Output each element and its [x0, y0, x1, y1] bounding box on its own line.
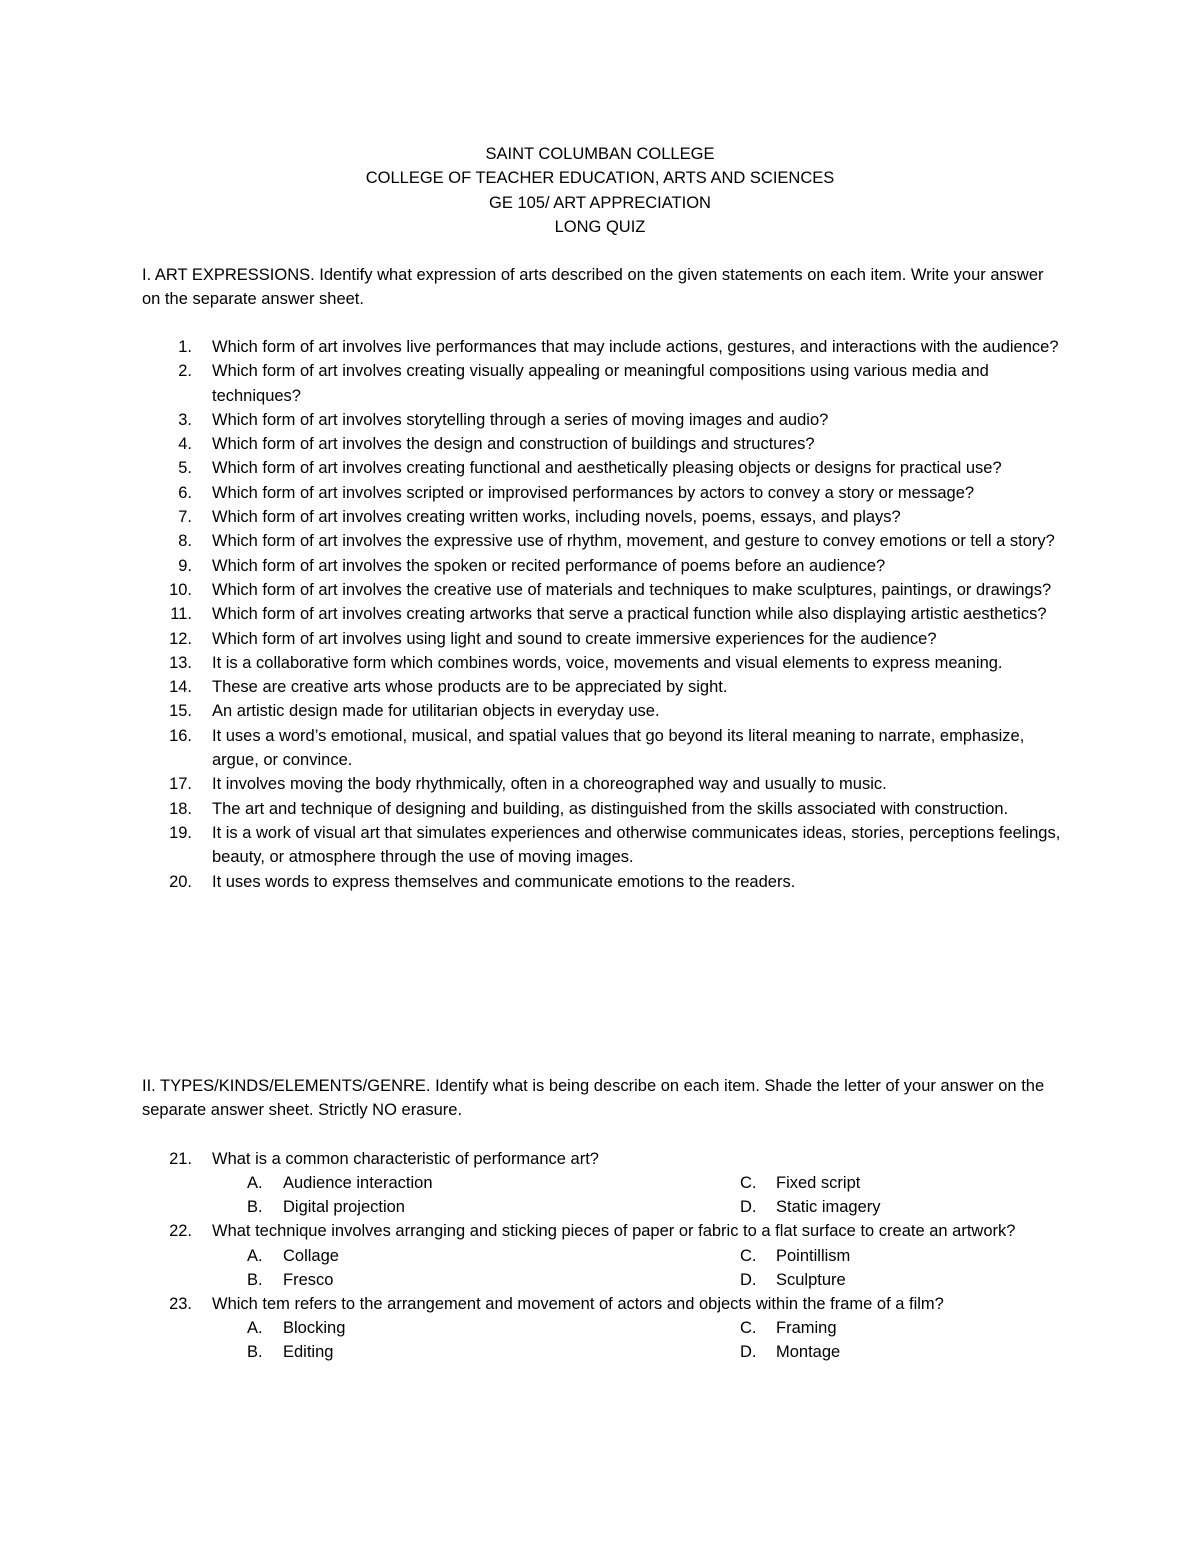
option-letter: B. [247, 1343, 263, 1362]
question-text: Which form of art involves using light and sound to create immersive experiences for the audience? [212, 629, 937, 648]
option-letter: D. [740, 1198, 757, 1217]
answer-options [0, 1244, 1200, 1292]
question-text: Which form of art involves live performances that may include actions, gestures, and interactions with the audience? [212, 338, 1059, 356]
question-text: It is a collaborative form which combines words, voice, movements and visual elements to express meaning. [212, 653, 1003, 672]
option-text: Collage [283, 1246, 339, 1265]
question-number: 21. [169, 1150, 192, 1168]
question-item [0, 505, 1200, 529]
question-item [0, 772, 1200, 796]
section-2-instruction: II. TYPES/KINDS/ELEMENTS/GENRE. Identify what is being describe on each item. Shade the letter of your answer on the separate answer sheet. Strictly NO erasure. [142, 1077, 1045, 1120]
question-item [0, 651, 1200, 675]
section-2-question-list [0, 1147, 1200, 1364]
question-text: Which form of art involves the creative use of materials and techniques to make sculptures, paintings, or drawings? [212, 580, 1052, 599]
question-text: Which form of art involves creating written works, including novels, poems, essays, and plays? [212, 508, 901, 527]
school-name: SAINT COLUMBAN COLLEGE [485, 145, 715, 163]
question-number: 4. [178, 435, 192, 454]
option-text: Framing [776, 1319, 837, 1338]
question-text: It is a work of visual art that simulates experiences and otherwise communicates ideas, stories, perceptions feelings, beauty, or atmosphere through the use of moving images. [212, 823, 1061, 867]
question-text: Which form of art involves the design and construction of buildings and structures? [212, 435, 815, 454]
question-number: 14. [169, 678, 192, 697]
option-letter: B. [247, 1270, 263, 1289]
question-number: 20. [169, 872, 192, 891]
question-number: 10. [169, 580, 192, 599]
question-item [0, 1147, 1200, 1171]
question-text: The art and technique of designing and building, as distinguished from the skills associated with construction. [212, 799, 1009, 818]
question-item [0, 359, 1200, 408]
question-text: What technique involves arranging and sticking pieces of paper or fabric to a flat surface to create an artwork? [212, 1222, 1016, 1241]
section-1-instruction: I. ART EXPRESSIONS. Identify what expression of arts described on the given statements on each item. Write your answer on the separate answer sheet. [142, 266, 1044, 309]
question-number: 8. [178, 532, 192, 551]
option-letter: A. [247, 1319, 263, 1338]
question-item [0, 675, 1200, 699]
options-row [0, 1268, 1200, 1292]
question-number: 13. [169, 653, 192, 672]
question-item [0, 432, 1200, 456]
question-text: Which form of art involves the spoken or recited performance of poems before an audience? [212, 556, 886, 575]
option-letter: C. [740, 1319, 757, 1338]
question-item [0, 797, 1200, 821]
question-text: Which form of art involves creating artworks that serve a practical function while also displaying artistic aesthetics? [212, 605, 1047, 624]
question-item [0, 602, 1200, 626]
option-letter: A. [247, 1174, 263, 1193]
option-text: Static imagery [776, 1198, 881, 1217]
option-letter: D. [740, 1343, 757, 1362]
question-text: Which form of art involves creating visually appealing or meaningful compositions using various media and techniques? [212, 362, 989, 405]
question-item [0, 456, 1200, 480]
question-item [0, 1292, 1200, 1316]
question-number: 12. [169, 629, 192, 648]
question-text: It involves moving the body rhythmically, often in a choreographed way and usually to music. [212, 775, 887, 794]
question-text: Which tem refers to the arrangement and movement of actors and objects within the frame of a film? [212, 1294, 944, 1313]
option-text: Editing [283, 1343, 334, 1362]
question-item [0, 578, 1200, 602]
question-text: Which form of art involves storytelling through a series of moving images and audio? [212, 410, 829, 429]
question-number: 18. [169, 799, 192, 818]
options-row [0, 1244, 1200, 1268]
college-name: COLLEGE OF TEACHER EDUCATION, ARTS AND SCIENCES [365, 169, 835, 188]
question-item [0, 408, 1200, 432]
options-row [0, 1340, 1200, 1364]
question-text: Which form of art involves creating functional and aesthetically pleasing objects or designs for practical use? [212, 459, 1002, 478]
question-number: 16. [169, 726, 192, 745]
question-number: 19. [169, 823, 192, 842]
question-text: It uses a word’s emotional, musical, and spatial values that go beyond its literal meaning to narrate, emphasize, argue, or convince. [212, 726, 1025, 770]
option-text: Audience interaction [283, 1174, 433, 1193]
options-row [0, 1171, 1200, 1195]
question-item [0, 821, 1200, 870]
question-text: Which form of art involves the expressive use of rhythm, movement, and gesture to convey emotions or tell a story? [212, 532, 1055, 551]
option-text: Sculpture [776, 1270, 846, 1289]
question-item [0, 1219, 1200, 1243]
option-letter: A. [247, 1246, 263, 1265]
question-number: 9. [178, 556, 192, 575]
question-item [0, 627, 1200, 651]
question-text: It uses words to express themselves and communicate emotions to the readers. [212, 872, 796, 891]
options-row [0, 1316, 1200, 1340]
section-1-question-list [0, 335, 1200, 894]
option-text: Blocking [283, 1319, 346, 1338]
question-item [0, 724, 1200, 773]
question-number: 7. [178, 508, 192, 527]
question-item [0, 335, 1200, 359]
option-letter: B. [247, 1198, 263, 1217]
answer-options [0, 1316, 1200, 1364]
question-number: 11. [170, 605, 192, 624]
option-text: Fixed script [776, 1174, 861, 1193]
option-text: Digital projection [283, 1198, 405, 1217]
answer-options [0, 1171, 1200, 1219]
question-text: What is a common characteristic of performance art? [212, 1150, 599, 1168]
option-letter: C. [740, 1174, 757, 1193]
question-item [0, 529, 1200, 553]
question-number: 22. [169, 1222, 192, 1241]
question-number: 6. [178, 483, 192, 502]
question-item [0, 870, 1200, 894]
question-number: 17. [169, 775, 192, 794]
question-text: These are creative arts whose products are to be appreciated by sight. [212, 678, 728, 697]
question-number: 5. [178, 459, 192, 478]
option-letter: D. [740, 1270, 757, 1289]
option-text: Fresco [283, 1270, 334, 1289]
option-letter: C. [740, 1246, 757, 1265]
question-number: 3. [178, 410, 192, 429]
document-header [0, 142, 1200, 239]
question-number: 23. [169, 1294, 192, 1313]
question-text: Which form of art involves scripted or improvised performances by actors to convey a story or message? [212, 483, 975, 502]
question-item [0, 554, 1200, 578]
option-text: Montage [776, 1343, 841, 1362]
question-text: An artistic design made for utilitarian objects in everyday use. [212, 702, 660, 721]
question-item [0, 481, 1200, 505]
question-number: 1. [178, 338, 192, 356]
course-title: GE 105/ ART APPRECIATION [489, 193, 711, 212]
question-item [0, 699, 1200, 723]
quiz-title: LONG QUIZ [554, 217, 646, 236]
question-number: 15. [169, 702, 192, 721]
option-text: Pointillism [776, 1246, 851, 1265]
question-number: 2. [178, 362, 192, 381]
options-row [0, 1195, 1200, 1219]
